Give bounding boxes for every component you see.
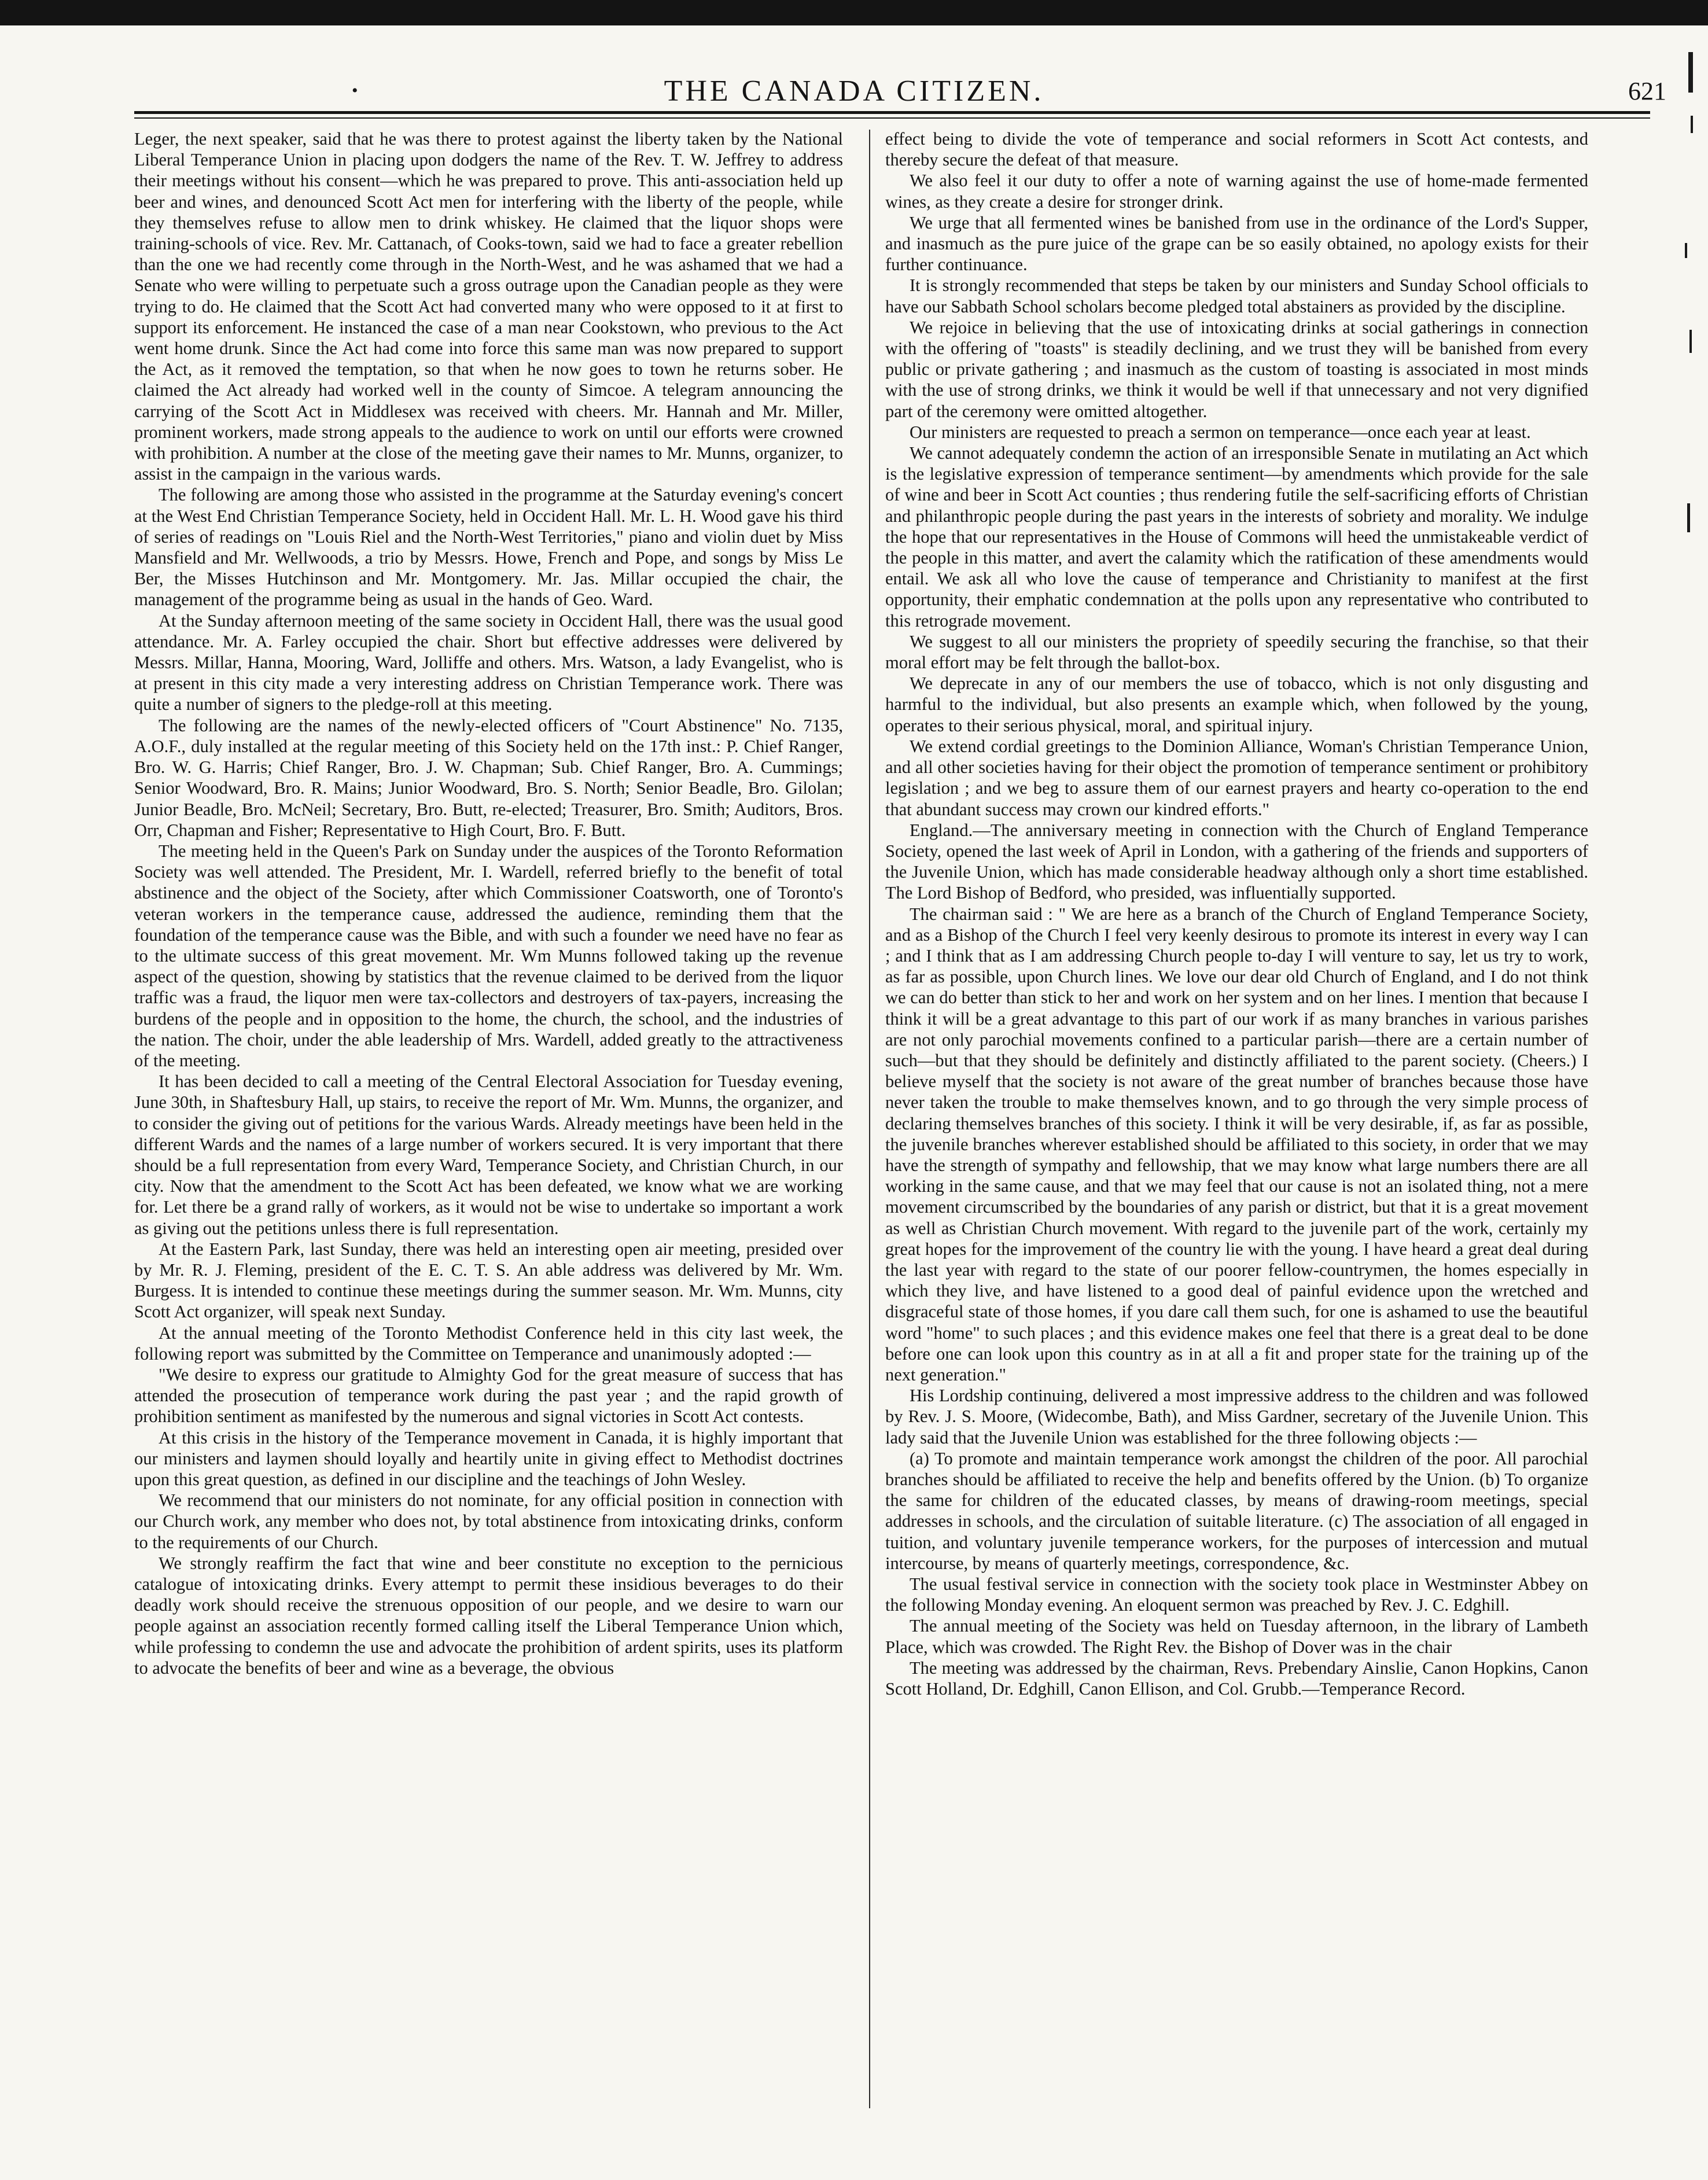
paragraph: We suggest to all our ministers the propriety of speedily securing the franchise, so that their moral effort may be felt through the ballot-box. [885,631,1588,673]
paragraph: The annual meeting of the Society was held on Tuesday afternoon, in the library of Lambeth Place, which was crowded. The Right Rev. the Bishop of Dover was in the chair [885,1616,1588,1657]
paragraph: We urge that all fermented wines be banished from use in the ordinance of the Lord's Supper, and inasmuch as the pure juice of the grape can be so easily obtained, no apology exists for their further continuance. [885,212,1588,275]
paragraph: The meeting held in the Queen's Park on Sunday under the auspices of the Toronto Reformation Society was well attended. The President, Mr. I. Wardell, referred briefly to the benefit of total abstinence and the object of the Society, after which Commissioner Coatsworth, one of Toronto's veteran workers in the temperance cause, addressed the audience, reminding them that the foundation of the temperance cause was the Bible, and with such a founder we need have no fear as to the ultimate success of this great movement. Mr. Wm Munns followed taking up the revenue aspect of the question, showing by statistics that the revenue claimed to be derived from the liquor traffic was a fraud, the liquor men were tax-collectors and destroyers of tax-payers, increasing the burdens of the people and in opposition to the home, the church, the school, and the industries of the nation. The choir, under the able leadership of Mrs. Wardell, added greatly to the attractiveness of the meeting. [134,841,843,1070]
paragraph: His Lordship continuing, delivered a most impressive address to the children and was followed by Rev. J. S. Moore, (Widecombe, Bath), and Miss Gardner, secretary of the Juvenile Union. This lady said that the Juvenile Union was established for the three following objects :— [885,1386,1588,1448]
paragraph: We rejoice in believing that the use of intoxicating drinks at social gatherings in connection with the offering of "toasts" is steadily declining, and we trust they will be banished from every public or private gathering ; and inasmuch as the custom of toasting is associated in most minds with the use of strong drinks, we think it would be well if that unnecessary and not very dignified part of the ceremony were omitted altogether. [885,317,1588,421]
header-rule-thin [134,117,1650,119]
paragraph: We strongly reaffirm the fact that wine and beer constitute no exception to the pernicious catalogue of intoxicating drinks. Every attempt to permit these insidious beverages to do their deadly work should receive the strenuous opposition of our people, and we desire to warn our people against an association recently formed calling itself the Liberal Temperance Union which, while professing to condemn the use and advocate the prohibition of ardent spirits, uses its platform to advocate the benefits of beer and wine as a beverage, the obvious [134,1553,843,1678]
paragraph: It is strongly recommended that steps be taken by our ministers and Sunday School officials to have our Sabbath School scholars become pledged total abstainers as provided by the discipline. [885,275,1588,316]
paragraph: The following are the names of the newly-elected officers of "Court Abstinence" No. 7135, A.O.F., duly installed at the regular meeting of this Society held on the 17th inst.: P. Chief Ranger, Bro. W. G. Harris; Chief Ranger, Bro. J. W. Chapman; Sub. Chief Ranger, Bro. A. Cummings; Senior Woodward, Bro. R. Mains; Junior Woodward, Bro. S. North; Senior Beadle, Bro. Gilolan; Junior Beadle, Bro. McNeil; Secretary, Bro. Butt, re-elected; Treasurer, Bro. Smith; Auditors, Bros. Orr, Chapman and Fisher; Representative to High Court, Bro. F. Butt. [134,715,843,840]
paragraph: We recommend that our ministers do not nominate, for any official position in connection with our Church work, any member who does not, by total abstinence from intoxicating drinks, conform to the requirements of our Church. [134,1490,843,1552]
paragraph: Our ministers are requested to preach a sermon on temperance—once each year at least. [910,422,1531,442]
top-black-band [0,0,1708,25]
paragraph: "We desire to express our gratitude to Almighty God for the great measure of success that has attended the prosecution of temperance work during the past year ; and the rapid growth of prohibition sentiment as manifested by the numerous and signal victories in Scott Act contests. [134,1364,843,1427]
scan-edge-marks [1683,52,1708,631]
column-divider [869,130,870,2108]
paragraph: We also feel it our duty to offer a note of warning against the use of home-made fermented wines, as they create a desire for stronger drink. [885,171,1588,212]
paragraph: Leger, the next speaker, said that he was there to protest against the liberty taken by the National Liberal Temperance Union in placing upon dodgers the name of the Rev. T. W. Jeffrey to address their meetings without his consent—which he was prepared to prove. This anti-association held up beer and wines, and denounced Scott Act men for interfering with the liberty of the people, while they themselves refuse to allow men to drink whiskey. He claimed that the liquor shops were training-schools of vice. Rev. Mr. Cattanach, of Cooks-town, said we had to face a greater rebellion than the one we had recently come through in the North-West, and he was ashamed that we had a Senate who were willing to perpetuate such a gross outrage upon the Canadian people as they were trying to do. He claimed that the Scott Act had converted many who were opposed to it at first to support its enforcement. He instanced the case of a man near Cookstown, who previous to the Act went home drunk. Since the Act had come into force this same man was now prepared to support the Act, as it removed the temptation, so that when he now goes to town he returns sober. He claimed the Act already had worked well in the county of Simcoe. A telegram announcing the carrying of the Scott Act in Middlesex was received with cheers. Mr. Hannah and Mr. Miller, prominent workers, made strong appeals to the audience to work on until our efforts were crowned with prohibition. A number at the close of the meeting gave their names to Mr. Munns, organizer, to assist in the campaign in the various wards. [134,129,843,484]
paragraph: At this crisis in the history of the Temperance movement in Canada, it is highly important that our ministers and laymen should loyally and heartily unite in giving effect to Methodist doctrines upon this great question, as defined in our discipline and the teachings of John Wesley. [134,1427,843,1489]
paragraph: At the Sunday afternoon meeting of the same society in Occident Hall, there was the usual good attendance. Mr. A. Farley occupied the chair. Short but effective addresses were delivered by Messrs. Millar, Hanna, Mooring, Ward, Jolliffe and others. Mrs. Watson, a lady Evangelist, who is at present in this city made a very interesting address on Christian Temperance work. There was quite a number of signers to the pledge-roll at this meeting. [134,610,843,715]
paragraph: At the Eastern Park, last Sunday, there was held an interesting open air meeting, presided over by Mr. R. J. Fleming, president of the E. C. T. S. An able address was delivered by Mr. Wm. Burgess. It is intended to continue these meetings during the summer season. Mr. Wm. Munns, city Scott Act organizer, will speak next Sunday. [134,1239,843,1322]
paragraph: The following are among those who assisted in the programme at the Saturday evening's concert at the West End Christian Temperance Society, held in Occident Hall. Mr. L. H. Wood gave his third of series of readings on "Louis Riel and the North-West Territories," piano and violin duet by Miss Mansfield and Mr. Wellwoods, a trio by Messrs. Howe, French and Pope, and songs by Miss Le Ber, the Misses Hutchinson and Mr. Montgomery. Mr. Jas. Millar occupied the chair, the management of the programme being as usual in the hands of Geo. Ward. [134,485,843,610]
paragraph: We extend cordial greetings to the Dominion Alliance, Woman's Christian Temperance Union, and all other societies having for their object the promotion of temperance sentiment or prohibitory legislation ; and we beg to assure them of our earnest prayers and hearty co-operation to the end that abundant success may crown our kindred efforts." [885,736,1588,819]
paragraph: At the annual meeting of the Toronto Methodist Conference held in this city last week, the following report was submitted by the Committee on Temperance and unanimously adopted :— [134,1323,843,1364]
header-dot: • [352,81,358,100]
right-column [885,128,1588,1699]
running-title: THE CANADA CITIZEN. [664,75,1044,108]
paragraph: We deprecate in any of our members the use of tobacco, which is not only disgusting and harmful to the individual, but also presents an example which, when followed by the young, operates to their serious physical, moral, and spiritual injury. [885,673,1588,735]
left-column [134,128,843,1678]
paragraph: The usual festival service in connection with the society took place in Westminster Abbey on the following Monday evening. An eloquent sermon was preached by Rev. J. C. Edghill. [885,1574,1588,1615]
paragraph: The meeting was addressed by the chairman, Revs. Prebendary Ainslie, Canon Hopkins, Canon Scott Holland, Dr. Edghill, Canon Ellison, and Col. Grubb.—Temperance Record. [885,1658,1588,1699]
paragraph: England.—The anniversary meeting in connection with the Church of England Temperance Society, opened the last week of April in London, with a gathering of the friends and supporters of the Juvenile Union, which has made considerable headway although only a short time established. The Lord Bishop of Bedford, who presided, was influentially supported. [885,820,1588,903]
paragraph: (a) To promote and maintain temperance work amongst the children of the poor. All parochial branches should be affiliated to receive the help and benefits offered by the Union. (b) To organize the same for children of the educated classes, by means of drawing-room meetings, special addresses in schools, and the circulation of suitable literature. (c) The association of all engaged in tuition, and voluntary juvenile temperance workers, for the purposes of intercession and mutual intercourse, by means of quarterly meetings, correspondence, &c. [885,1448,1588,1573]
paragraph: The chairman said : " We are here as a branch of the Church of England Temperance Society, and as a Bishop of the Church I feel very keenly desirous to promote its interest in every way I can ; and I think that as I am addressing Church people to-day I will venture to say, let us try to work, as far as possible, upon Church lines. We love our dear old Church of England, and I do not think we can do better than stick to her and work on her system and on her lines. I mention that because I think it will be a great advantage to this part of our work if as many branches in various parishes are not only parochial movements confined to a particular parish—there are a certain number of such—but that they should be definitely and distinctly affiliated to the parent society. (Cheers.) I believe myself that the society is not aware of the great number of branches because those have never taken the trouble to make themselves known, and to go through the very simple process of declaring themselves branches of this society. I think it will be very desirable, if, as far as possible, the juvenile branches wherever established should be affiliated to this society, in order that we may have the strength of sympathy and fellowship, that we may know what large numbers there are all working in the same cause, and that we may feel that our cause is not an isolated thing, not a mere movement circumscribed by the boundaries of any parish or district, but that it is a great movement as well as Christian Church movement. With regard to the juvenile part of the work, certainly my great hopes for the improvement of the country lie with the young. I have heard a great deal during the last year with regard to the state of our poorer fellow-countrymen, the homes especially in which they live, and have listened to a good deal of painful evidence upon the wretched and disgraceful state of those homes, if you dare call them such, for one is ashamed to use the beautiful word "home" to such places ; and this evidence makes one feel that there is a great deal to be done before one can look upon this country as in at all a fit and proper state for the training up of the next generation." [885,904,1588,1384]
paragraph: It has been decided to call a meeting of the Central Electoral Association for Tuesday evening, June 30th, in Shaftesbury Hall, up stairs, to receive the report of Mr. Wm. Munns, the organizer, and to consider the giving out of petitions for the various Wards. Already meetings have been held in the different Wards and the names of a large number of workers secured. It is very important that there should be a full representation from every Ward, Temperance Society, and Christian Church, in our city. Now that the amendment to the Scott Act has been defeated, we know what we are working for. Let there be a grand rally of workers, as it would not be wise to undertake so important a work as giving out the petitions unless there is full representation. [134,1071,843,1238]
page-number: 621 [1628,77,1666,105]
paragraph: effect being to divide the vote of temperance and social reformers in Scott Act contests, and thereby secure the defeat of that measure. [885,129,1588,170]
header-rule-thick [134,111,1650,114]
paragraph: We cannot adequately condemn the action of an irresponsible Senate in mutilating an Act which is the legislative expression of temperance sentiment—by amendments which provide for the sale of wine and beer in Scott Act counties ; thus rendering futile the self-sacrificing efforts of Christian and philanthropic people during the past years in the interests of sobriety and morality. We indulge the hope that our representatives in the House of Commons will heed the unmistakeable verdict of the people in this matter, and avert the calamity which the ratification of these amendments would entail. We ask all who love the cause of temperance and Christianity to manifest at the first opportunity, their emphatic condemnation at the polls upon any representative who contributed to this retrograde movement. [885,443,1588,631]
